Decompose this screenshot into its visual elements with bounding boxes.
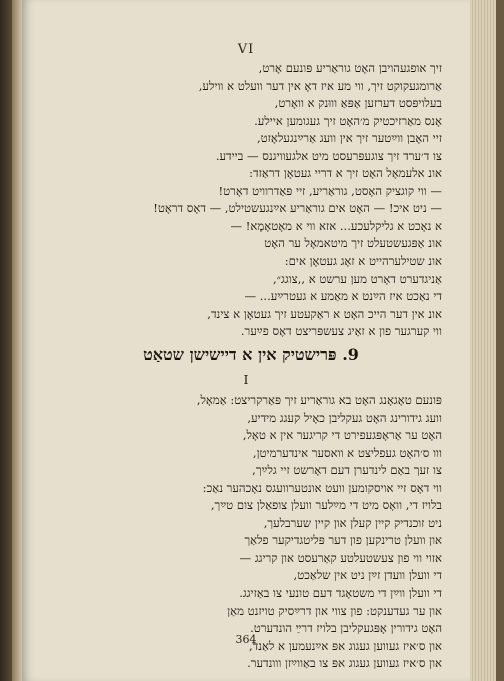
verse-line: ווו ס׳האָט געפליצט א וואסער אינדערמיטן, xyxy=(252,445,442,460)
verse-line: די וועלן ווײַן די משטאָגד דעם טונעי צו באַזיגג. xyxy=(239,586,442,601)
verse-line: די וועלן וועדן זײַן ניט אין שלאַכט, xyxy=(293,568,442,583)
verse-line: האָט גידורין אָפּגעקליבן בלויז דרײַ הונדערט. xyxy=(250,621,442,636)
verse-line: ווי דאָס זיי אויסקומען וועט אונטערוועגס נאָכהער נאַכ: xyxy=(202,480,442,495)
verse-line: האָט ער אַראָפּגעפירט די קריגער אין א טאָל, xyxy=(242,428,442,443)
verse-block-top xyxy=(60,60,442,341)
book-gutter xyxy=(12,0,22,681)
verse-line: ניט זוכנדיק קיין קעלן און קיין שערבלעך, xyxy=(263,515,442,530)
verse-line: אונ אלעמאָל האָט זיך א דריי געטאָן דראַזד: xyxy=(249,166,442,181)
verse-line: פּונעם טאָגאָנג האָט בא גוראַריע זיך פּאַרקריצט: אַמאָל, xyxy=(196,393,442,407)
verse-line: ווי קערגער פון א זאַיג צעשפּריצט דאָס פײַער. xyxy=(240,324,442,339)
signature-mark: VI xyxy=(237,42,255,57)
verse-line: זיי האָבן ווײַטער זיך אין וועג אַרײַנגעלאָזט, xyxy=(256,131,442,146)
verse-line: — ניט איכ! — האָט אים גוראַריע אײַנגעשטילט, — דאָס דראָט! xyxy=(153,201,442,216)
book-page xyxy=(22,0,470,681)
verse-line: וועג גידורינג האָט געקליבן כאָיל קעגג מידיע, xyxy=(247,410,442,425)
adjacent-page-sliver xyxy=(0,0,12,681)
verse-line: אזוי ווי פון צעשטעלטע קאַרעסט און קריגג — xyxy=(239,550,442,565)
verse-line: אַניגדערט דאָרט מען ערשט א ,,צוגג״, xyxy=(272,271,442,286)
verse-line: זיך אופגעהויבן האָט גוראַריע פּונעם אָרט, xyxy=(258,61,442,75)
verse-line: אָנס מאַרזיכטיק מ׳האָט זיך געגומען איילע. xyxy=(254,113,442,128)
verse-line: צו ד׳ערד זיך צוגעפּרעסט מיט אלגעוויגנס — ביידע. xyxy=(215,148,442,163)
verse-line: אונ שטילערהייט א זאָג געטאָן אים: xyxy=(284,254,442,269)
page-number: 364 xyxy=(235,633,257,646)
book-cover-edge xyxy=(496,0,504,681)
section-number: I xyxy=(243,373,249,387)
verse-line: און וועלן טרינקען פון דער פּליטגדיקער פלאַך xyxy=(244,533,442,548)
verse-line: — ווי קוגציק האָסט, גוראַריע, זיי פּאַדרוויט דאָרט! xyxy=(218,183,442,198)
verse-line: די נאַכט איז הײַנט א מאַמע א געטרײַע... — xyxy=(244,289,442,304)
verse-line: און ס׳איז געווען געגוג אפּ אײַנעמען א לאַנד, xyxy=(248,638,442,653)
verse-line: און ער געדענקט: פון צווי און דרײַסיק טויזנט מאַן xyxy=(227,603,442,618)
verse-line: אַרומגעקוקט זיך, ווי מע איז דאָ אין דער וועלט א ווילע, xyxy=(198,78,442,93)
verse-line: א נאָכט א גליקלעכע... אזא ווי א מאָטאָמָא! — xyxy=(230,218,442,233)
verse-line: און ס׳איז געווען געגוג אפּ צו באַווײַזן ווונדער. xyxy=(247,656,442,671)
chapter-heading: 9. פּרישטיק אין א דיישישן שטאַט xyxy=(143,345,359,364)
verse-line: צו זעך באַם לינדערן דעם דאָרשט זיי גלײַך, xyxy=(252,463,442,478)
verse-block-bottom xyxy=(60,392,442,673)
verse-line: אונ אין דער הייכ האָט א ראַקעטע זיך געטאָן א צינד, xyxy=(207,306,442,321)
verse-line: בלויז די, וואָס מיט די מײַלער וועלן צופאַלן צום טײַך, xyxy=(210,498,442,513)
verse-line: אונ אַפּגעשטעלט זיך מיטאמאָל ער האָט xyxy=(264,236,442,251)
verse-line: בעלויפּסט דערזען אַפּאַ וווּנק א וואָרט, xyxy=(274,96,442,111)
